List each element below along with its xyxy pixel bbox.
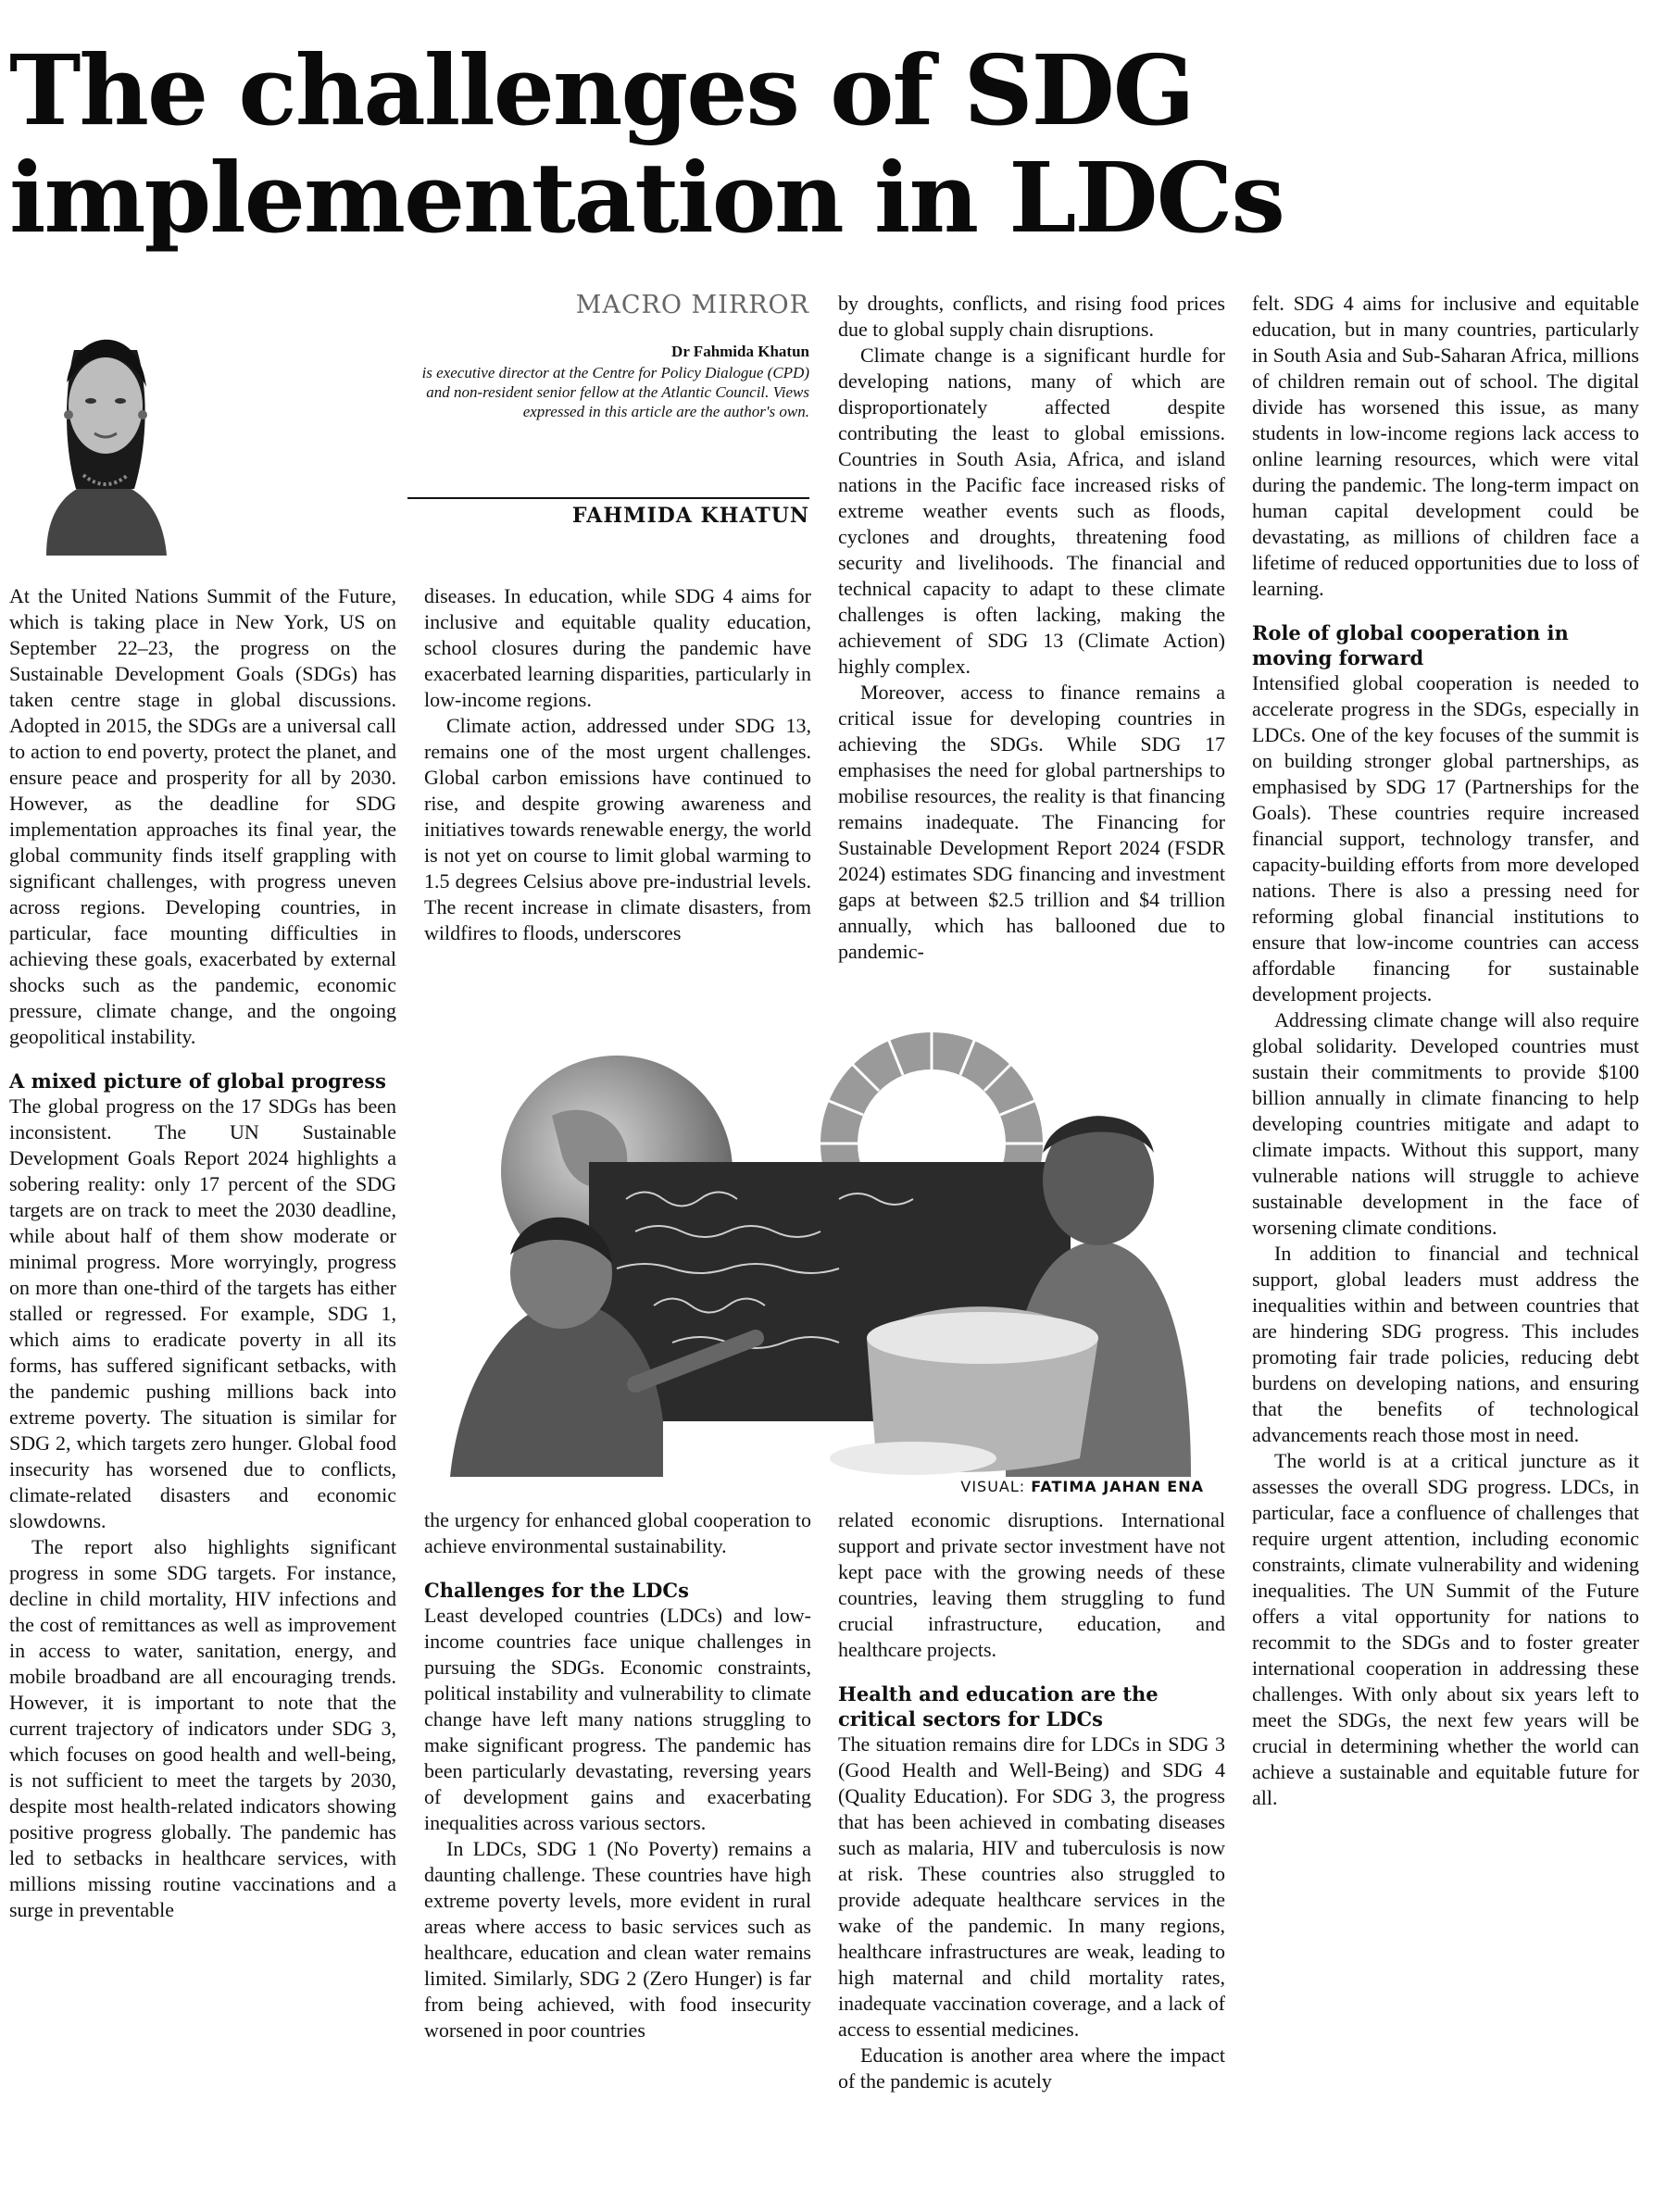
section-heading: Role of global cooperation in moving forward [1252, 621, 1569, 669]
paragraph: At the United Nations Summit of the Future, which is taking place in New York, US on September 22–23, the progress on the Sustainable Development Goals (SDGs) has taken centre stage in global discussions. Adopted in 2015, the SDGs are a universal call to action to end poverty, protect the planet, and ensure peace and prosperity for all by 2030. However, as the deadline for SDG implementation approaches its final year, the global community finds itself grappling with significant challenges, with progress uneven across regions. Developing countries, in particular, face mounting difficulties in achieving these goals, exacerbated by external shocks such as the pandemic, economic pressure, climate change, and the ongoing geopolitical instability. [9, 584, 396, 1048]
paragraph: Least developed countries (LDCs) and low-income countries face unique challenges in pursuing the SDGs. Economic constraints, political instability and vulnerability to climate change have left many nations struggling to make significant progress. The pandemic has been particularly devastating, reversing years of development gains and exacerbating inequalities across various sectors. [424, 1604, 811, 1834]
paragraph: In LDCs, SDG 1 (No Poverty) remains a daunting challenge. These countries have high extreme poverty levels, more evident in rural areas where access to basic services such as healthcare, education and clean water remains limited. Similarly, SDG 2 (Zero Hunger) is far from being achieved, with food insecurity worsened in poor countries [424, 1837, 811, 2042]
author-portrait [9, 294, 199, 556]
paragraph: The global progress on the 17 SDGs has been inconsistent. The UN Sustainable Development Goals Report 2024 highlights a sobering reality: only 17 percent of the SDG targets are on track to meet the 2030 deadline, while about half of them show moderate or minimal progress. More worryingly, progress on more than one-third of the targets has either stalled or regressed. For example, SDG 1, which aims to eradicate poverty in all its forms, has suffered significant setbacks, with the pandemic pushing millions back into extreme poverty. The situation is similar for SDG 2, which targets zero hunger. Global food insecurity has worsened due to conflicts, climate-related disasters and economic slowdowns. [9, 1094, 396, 1532]
article-column-3-top [838, 291, 1225, 965]
section-heading: Challenges for the LDCs [424, 1579, 689, 1602]
paragraph: diseases. In education, while SDG 4 aims for inclusive and equitable quality education, school closures during the pandemic have exacerbated learning disparities, particularly in low-income regions. [424, 584, 811, 711]
paragraph: Intensified global cooperation is needed to accelerate progress in the SDGs, especially in LDCs. One of the key focuses of the summit is on building stronger global partnerships, as emphasised by SDG 17 (Partnerships for the Goals). These countries require increased financial support, technology transfer, and capacity-building efforts from more developed nations. There is also a pressing need for reforming global financial institutions to ensure that low-income countries can access affordable financing for sustainable development projects. [1252, 671, 1639, 1006]
article-column-4 [1252, 291, 1639, 1811]
paragraph: related economic disruptions. International support and private sector investment have not kept pace with the growing needs of these countries, leaving them struggling to fund crucial infrastructure, education, and healthcare projects. [838, 1508, 1225, 1661]
article-column-1 [9, 583, 396, 1923]
section-heading: Health and education are the critical sectors for LDCs [838, 1682, 1159, 1731]
paragraph: by droughts, conflicts, and rising food prices due to global supply chain disruptions. [838, 292, 1225, 341]
article-column-2-top [424, 583, 811, 946]
column-label: MACRO MIRROR [575, 291, 809, 319]
paragraph: Education is another area where the impact of the pandemic is acutely [838, 2043, 1225, 2093]
article-column-3-bottom [838, 1507, 1225, 2094]
paragraph: The world is at a critical juncture as it assesses the overall SDG progress. LDCs, in particular, face a confluence of challenges that require urgent attention, including economic constraints, climate vulnerability and widening inequalities. The UN Summit of the Future offers a vital opportunity for nations to recommit to the SDGs and to foster greater international cooperation in addressing these challenges. With only about six years left to meet the SDGs, the next few years will be crucial in determining whether the world can achieve a sustainable and equitable future for all. [1252, 1449, 1639, 1809]
article-column-2-bottom [424, 1507, 811, 2043]
visual-credit-label: VISUAL: [960, 1478, 1026, 1495]
author-bio-text: is executive director at the Centre for Policy Dialogue (CPD) and non-resident senior fellow at the Atlantic Council. Views expressed in this article are the author's own. [421, 364, 809, 420]
byline: FAHMIDA KHATUN [571, 504, 809, 528]
visual-credit [908, 1478, 1204, 1495]
section-heading: A mixed picture of global progress [9, 1069, 386, 1093]
paragraph: Climate action, addressed under SDG 13, remains one of the most urgent challenges. Global carbon emissions have continued to rise, and despite growing awareness and initiatives towards renewable energy, the world is not yet on course to limit global warming to 1.5 degrees Celsius above pre-industrial levels. The recent increase in climate disasters, from wildfires to floods, underscores [424, 714, 811, 944]
article-illustration [450, 1032, 1237, 1477]
paragraph: Climate change is a significant hurdle for developing nations, many of which are disproportionately affected despite contributing the least to global emissions. Countries in South Asia, Africa, and island nations in the Pacific face increased risks of extreme weather events such as floods, cyclones and droughts, threatening food security and livelihoods. The financial and technical capacity to adapt to these climate challenges is often lacking, making the achievement of SDG 13 (Climate Action) highly complex. [838, 344, 1225, 678]
paragraph: Addressing climate change will also require global solidarity. Developed countries must sustain their commitments to provide $100 billion annually in climate financing to help developing countries mitigate and adapt to climate impacts. Without this support, many vulnerable nations will struggle to achieve sustainable development in the face of worsening climate conditions. [1252, 1008, 1639, 1239]
byline-rule [407, 497, 809, 499]
paragraph: the urgency for enhanced global cooperation to achieve environmental sustainability. [424, 1508, 811, 1557]
headline: The challenges of SDG implementation in LDCs [9, 33, 1284, 255]
paragraph: Moreover, access to finance remains a critical issue for developing countries in achieving the SDGs. While SDG 17 emphasises the need for global partnerships to mobilise resources, the reality is that financing remains inadequate. The Financing for Sustainable Development Report 2024 (FSDR 2024) estimates SDG financing and investment gaps at between $2.5 trillion and $4 trillion annually, which has ballooned due to pandemic- [838, 681, 1225, 963]
paragraph: In addition to financial and technical support, global leaders must address the inequalities within and between countries that are hindering SDG progress. This includes promoting fair trade policies, reducing debt burdens on developing nations, and ensuring that the benefits of technological advancements reach those most in need. [1252, 1242, 1639, 1446]
paragraph: felt. SDG 4 aims for inclusive and equitable education, but in many countries, particularly in South Asia and Sub-Saharan Africa, millions of children remain out of school. The digital divide has worsened this issue, as many students in low-income regions lack access to online learning resources, which were vital during the pandemic. The long-term impact on human capital development could be devastating, as millions of children face a lifetime of reduced opportunities due to loss of learning. [1252, 292, 1639, 600]
paragraph: The report also highlights significant progress in some SDG targets. For instance, decline in child mortality, HIV infections and the cost of remittances as well as improvement in access to water, sanitation, energy, and mobile broadband are all encouraging trends. However, it is important to note that the current trajectory of indicators under SDG 3, which focuses on good health and well-being, is not sufficient to meet the targets by 2030, despite most health-related indicators showing positive progress globally. The pandemic has led to setbacks in healthcare services, with millions missing routine vaccinations and a surge in preventable [9, 1535, 396, 1921]
author-bio-name: Dr Fahmida Khatun [671, 343, 809, 360]
visual-credit-name: FATIMA JAHAN ENA [1031, 1478, 1204, 1495]
paragraph: The situation remains dire for LDCs in SDG 3 (Good Health and Well-Being) and SDG 4 (Quality Education). For SDG 3, the progress that has been achieved in combating diseases such as malaria, HIV and tuberculosis is now at risk. These countries also struggled to provide adequate healthcare services in the wake of the pandemic. In many regions, healthcare infrastructures are weak, leading to high maternal and child mortality rates, inadequate vaccination coverage, and a lack of access to essential medicines. [838, 1732, 1225, 2041]
